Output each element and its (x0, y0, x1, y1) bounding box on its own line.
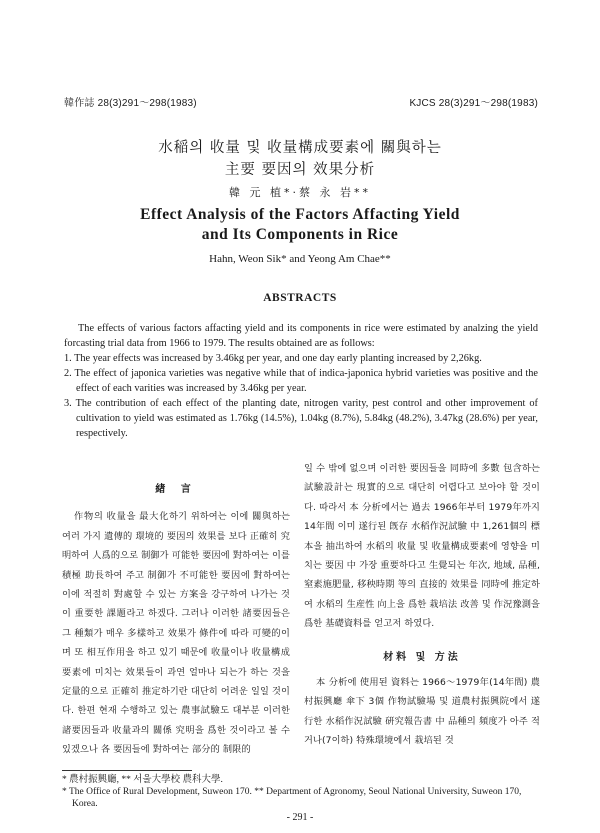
korean-title-line-1: 水稲의 收量 및 收量構成要素에 關與하는 (158, 140, 442, 156)
english-authors: Hahn, Weon Sik* and Yeong Am Chae** (209, 253, 391, 265)
section-spacer (304, 634, 540, 648)
journal-citation-right: KJCS 28(3)291～298(1983) (409, 98, 538, 109)
introduction-continued-paragraph: 일 수 밖에 없으며 이러한 要因들을 同時에 多數 包含하는 試驗設計는 現實的으로 대단히 어렵다고 보아야 할 것이다. 따라서 本 分析에서는 過去 1966年부터 1979年까지 14年間 이미 遂行된 旣存 水稻作況試驗 中 1,261個의 標本을 抽出하여 水稻의 收量 및 收量構成要素에 영향을 미치는 要因 中 가장 重要하다고 生覺되는 年次, 地域, 品種, 窒素施肥量, 移秧時期 等의 直接的 效果를 同時에 推定하여 水稻의 生産性 向上을 爲한 栽培法 改善 및 作況豫測을 爲한 基礎資料를 얻고저 하였다. (304, 463, 540, 630)
korean-authors: 韓 元 植*·蔡 永 岩** (229, 186, 371, 199)
journal-citation-left: 韓作誌 28(3)291～298(1983) (64, 98, 197, 109)
abstract-body (64, 321, 538, 441)
page-number: - 291 - (286, 812, 314, 823)
footnotes (62, 774, 532, 810)
footnote-divider (62, 770, 192, 771)
materials-methods-paragraph: 本 分析에 使用된 資料는 1966～1979年(14年間) 農村振興廳 傘下 3個 作物試驗場 및 道農村振興院에서 遂行한 水稻作況試驗 硏究報告書 中 品種의 頻度가 아주 적거나(7이하) 特殊環境에서 栽培된 것 (304, 677, 540, 747)
english-title-line-2: and Its Components in Rice (201, 226, 399, 243)
abstract-intro: The effects of various factors affacting yield and its components in rice were estimated by analzing the yield forcasting trial data from 1966 to 1979. The results obtained are as follows: (64, 323, 538, 349)
materials-methods-heading: 材料 및 方法 (383, 651, 461, 663)
footnote-korean: * 農村振興廳, ** 서울大學校 農科大學. (62, 775, 223, 785)
abstract-item-1: 1. The year effects was increased by 3.46kg per year, and one day early planting increased by 2,26kg. (64, 353, 482, 364)
introduction-heading: 緖 言 (155, 484, 197, 495)
abstract-heading: ABSTRACTS (263, 292, 337, 304)
footnote-english: * The Office of Rural Development, Suweon 170. ** Department of Agronomy, Seoul National University, Suweon 170, Korea. (62, 787, 522, 809)
abstract-item-3: 3. The contribution of each effect of the planting date, nitrogen varity, pest control and other improvement of cultivation to yield was estimated as 1.76kg (14.5%), 1.04kg (8.7%), 5.84kg (48.2%), 3.47kg (28.6%) per year, respectively. (64, 398, 538, 439)
korean-title-line-2: 主要 要因의 效果分析 (224, 162, 376, 178)
english-title-line-1: Effect Analysis of the Factors Affacting Yield (140, 206, 460, 223)
introduction-paragraph: 作物의 收量을 最大化하기 위하여는 이에 關與하는 여러 가지 遺傳的 環境的 要因의 效果를 보다 正確히 究明하여 人爲的으로 制御가 可能한 要因에 對하여는 이를 積極 助長하여 주고 制御가 不可能한 要因에 對하여는 이에 적절히 對處할 수 있는 方案을 강구하여 나가는 것이 重要한 課題라고 하겠다. 그러나 이러한 諸要因들은 그 種類가 매우 多樣하고 效果가 條件에 따라 可變的이며 또 相互作用을 하고 있기 때문에 收量이나 收量構成要素에 미치는 效果들이 과연 얼마나 되는가 하는 것을 定量的으로 正確히 推定하기란 대단히 어려운 일일 것이다. 한편 현재 수행하고 있는 農事試驗도 대부분 이러한 諸要因들과 收量과의 關係 究明을 爲한 것이라고 볼 수 있겠으나 各 要因들에 對하여는 部分的 制限的 (62, 511, 290, 756)
right-column (304, 459, 540, 751)
heading-spacer (62, 499, 290, 507)
left-column (62, 480, 290, 760)
abstract-item-2: 2. The effect of japonica varieties was negative while that of indica-japonica hybrid varieties was positive and the effect of each varities was increased by 3.46kg per year. (64, 368, 538, 394)
